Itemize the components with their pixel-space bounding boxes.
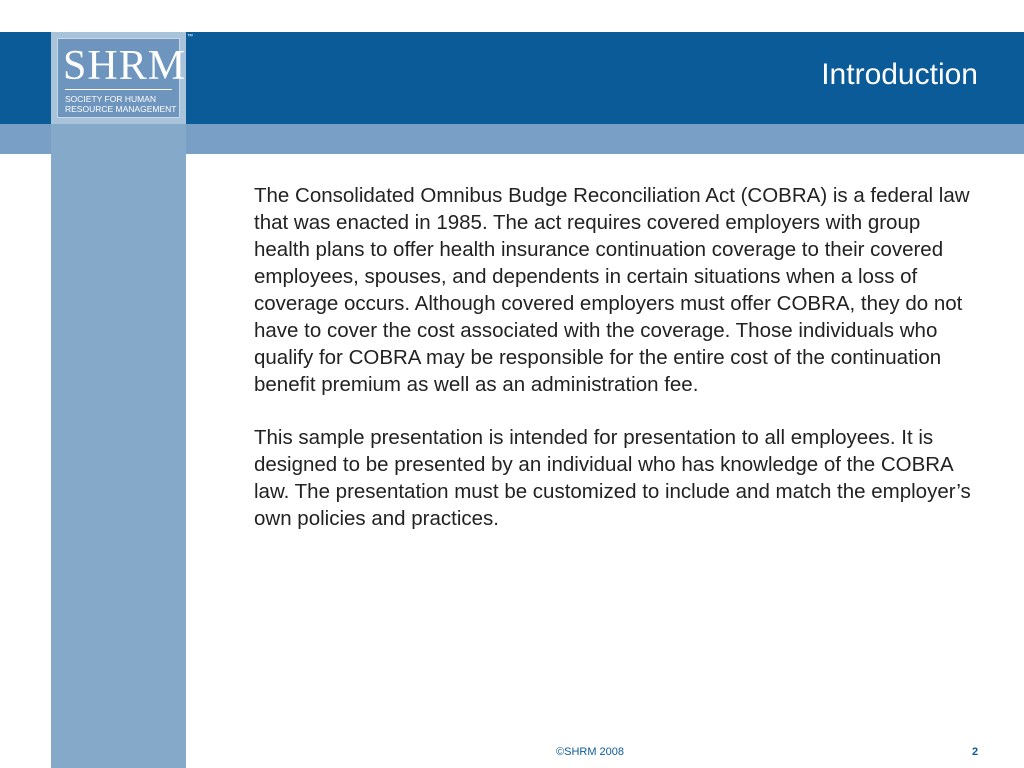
top-margin	[0, 0, 1024, 32]
body-paragraph-2: This sample presentation is intended for presentation to all employees. It is designed to be presented by an individual who has knowledge of the COBRA law. The presentation must be customized to include and match the employer’s own policies and practices.	[254, 426, 971, 530]
left-accent-column	[51, 124, 186, 768]
logo-letters: SHRM	[63, 43, 187, 89]
trademark-symbol: ™	[187, 34, 193, 40]
logo-panel	[57, 38, 187, 118]
page-number: 2	[972, 746, 979, 758]
shrm-logo	[51, 32, 186, 124]
slide-title: Introduction	[821, 58, 978, 91]
slide-body	[254, 182, 979, 558]
footer-copyright: ©SHRM 2008	[556, 746, 625, 758]
logo-divider	[65, 89, 172, 90]
body-paragraph-1: The Consolidated Omnibus Budge Reconciliation Act (COBRA) is a federal law that was enacted in 1985. The act requires covered employers with group health plans to offer health insurance continuation coverage to their covered employees, spouses, and dependents in certain situations when a loss of coverage occurs. Although covered employers must offer COBRA, they do not have to cover the cost associated with the coverage. Those individuals who qualify for COBRA may be responsible for the entire cost of the continuation benefit premium as well as an administration fee.	[254, 184, 970, 396]
logo-tagline: SOCIETY FOR HUMAN RESOURCE MANAGEMENT	[65, 94, 177, 114]
